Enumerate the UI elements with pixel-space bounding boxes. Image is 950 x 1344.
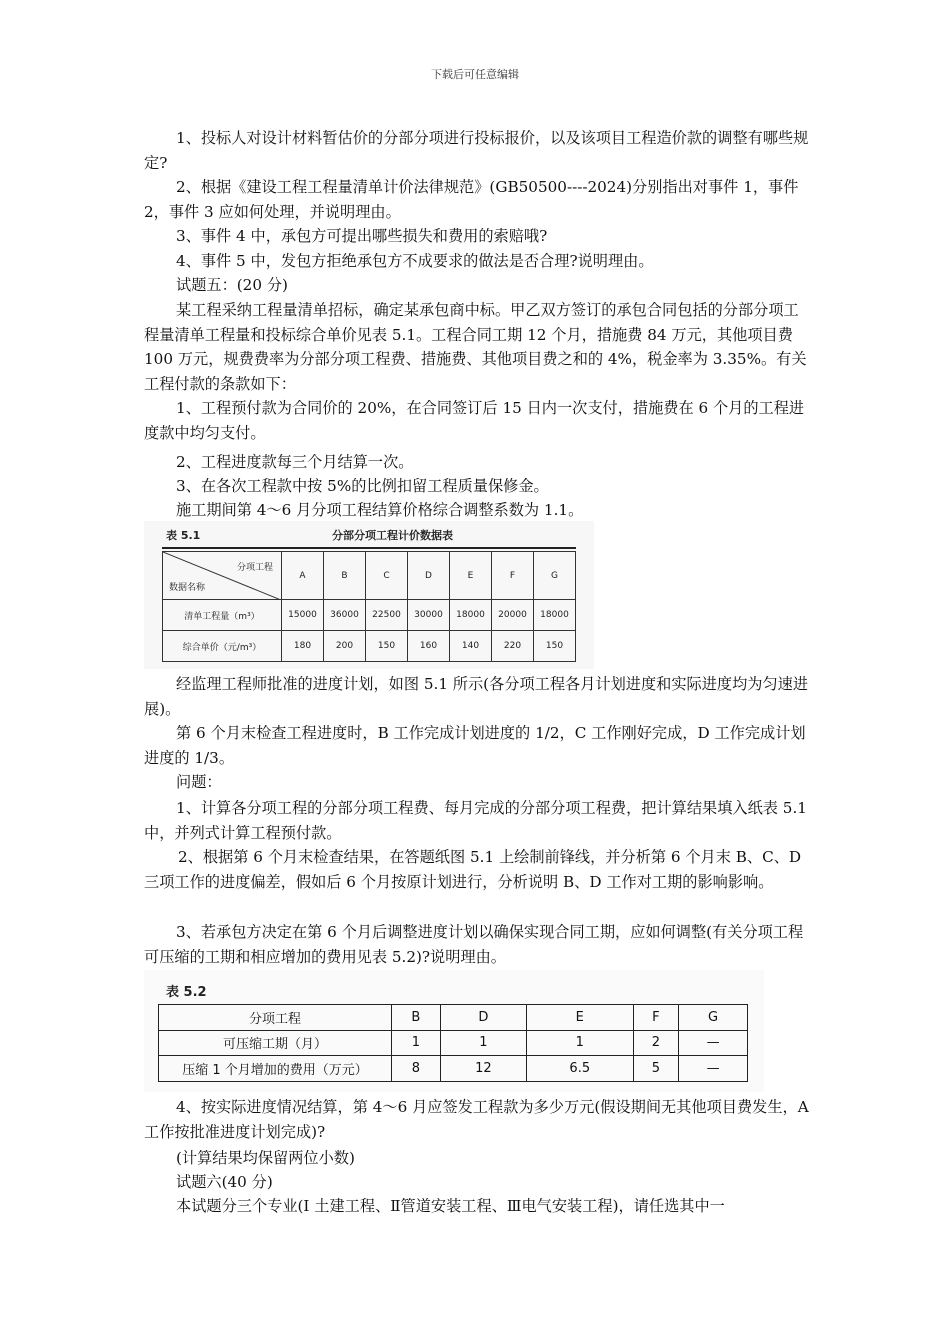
column-header: C	[366, 552, 408, 600]
row-header: 分项工程	[159, 1005, 392, 1031]
table-cell: 18000	[450, 600, 492, 631]
table-cell: 36000	[324, 600, 366, 631]
paragraph: 2、根据第 6 个月末检查结果，在答题纸图 5.1 上绘制前锋线，并分析第 6 个月末 B、C、D 三项工作的进度偏差，假如后 6 个月按原计划进行，分析说明 B、D 工作对工期的影响影响。	[144, 848, 802, 891]
table-cell: 5	[633, 1056, 679, 1082]
column-header: E	[450, 552, 492, 600]
paragraph: 施工期间第 4～6 月分项工程结算价格综合调整系数为 1.1。	[176, 501, 584, 519]
table-corner-cell	[163, 552, 282, 600]
column-header: E	[526, 1005, 633, 1031]
paragraph: 某工程采纳工程量清单招标，确定某承包商中标。甲乙双方签订的承包合同包括的分部分项工程量清单工程量和投标综合单价见表 5.1。工程合同工期 12 个月，措施费 84 万元，其他项目费 100 万元，规费费率为分部分项工程费、措施费、其他项目费之和的 4%，税金率为 3.35%。有关工程付款的条款如下：	[144, 301, 807, 393]
table-cell: —	[679, 1056, 748, 1082]
table-cell: 150	[366, 631, 408, 662]
table-cell: 150	[534, 631, 576, 662]
table-label: 表 5.1	[166, 529, 201, 542]
table-5-2-figure	[144, 970, 764, 1092]
table-rule	[162, 547, 576, 549]
table-cell: 160	[408, 631, 450, 662]
table-row	[163, 631, 576, 662]
table-5-2	[158, 1004, 748, 1082]
column-header: F	[633, 1005, 679, 1031]
paragraph: 3、事件 4 中，承包方可提出哪些损失和费用的索赔哦?	[176, 227, 548, 245]
corner-bottom-label: 数据名称	[169, 583, 206, 593]
column-header: F	[492, 552, 534, 600]
column-header: A	[282, 552, 324, 600]
column-header: B	[392, 1005, 441, 1031]
table-5-1-figure	[144, 521, 594, 669]
corner-top-label: 分项工程	[236, 563, 273, 573]
page-header: 下载后可任意编辑	[431, 68, 519, 81]
table-cell: 200	[324, 631, 366, 662]
paragraph: 3、若承包方决定在第 6 个月后调整进度计划以确保实现合同工期，应如何调整(有关分项工程可压缩的工期和相应增加的费用见表 5.2)?说明理由。	[144, 923, 804, 966]
table-cell: 180	[282, 631, 324, 662]
table-header-row	[159, 1005, 748, 1031]
row-header: 综合单价（元/m³）	[163, 631, 282, 662]
section-heading: 试题六(40 分)	[176, 1173, 273, 1191]
paragraph: 第 6 个月末检查工程进度时，B 工作完成计划进度的 1/2，C 工作刚好完成，D 工作完成计划进度的 1/3。	[144, 724, 806, 767]
column-header: G	[679, 1005, 748, 1031]
paragraph: 4、按实际进度情况结算，第 4～6 月应签发工程款为多少万元(假设期间无其他项目费发生，A 工作按批准进度计划完成)?	[144, 1098, 809, 1141]
paragraph: 1、工程预付款为合同价的 20%，在合同签订后 15 日内一次支付，措施费在 6 个月的工程进度款中均匀支付。	[144, 399, 805, 442]
table-cell: 1	[440, 1030, 526, 1056]
column-header: D	[440, 1005, 526, 1031]
table-row	[159, 1030, 748, 1056]
table-cell: 6.5	[526, 1056, 633, 1082]
paragraph: (计算结果均保留两位小数)	[176, 1149, 355, 1167]
paragraph: 本试题分三个专业(Ⅰ 土建工程、Ⅱ管道安装工程、Ⅲ电气安装工程)，请任选其中一	[176, 1197, 725, 1215]
table-cell: 22500	[366, 600, 408, 631]
paragraph: 经监理工程师批准的进度计划，如图 5.1 所示(各分项工程各月计划进度和实际进度均为匀速进展)。	[144, 675, 809, 718]
table-cell: —	[679, 1030, 748, 1056]
table-cell: 140	[450, 631, 492, 662]
paragraph: 3、在各次工程款中按 5%的比例扣留工程质量保修金。	[176, 477, 549, 495]
table-cell: 8	[392, 1056, 441, 1082]
table-5-1	[162, 551, 576, 662]
table-cell: 30000	[408, 600, 450, 631]
paragraph: 4、事件 5 中，发包方拒绝承包方不成要求的做法是否合理?说明理由。	[176, 252, 654, 270]
table-cell: 2	[633, 1030, 679, 1056]
paragraph: 1、投标人对设计材料暂估价的分部分项进行投标报价，以及该项目工程造价款的调整有哪些规定?	[144, 129, 809, 172]
table-cell: 1	[392, 1030, 441, 1056]
column-header: D	[408, 552, 450, 600]
table-title: 分部分项工程计价数据表	[332, 529, 453, 542]
table-cell: 12	[440, 1056, 526, 1082]
table-cell: 220	[492, 631, 534, 662]
paragraph: 问题：	[176, 773, 222, 791]
table-cell: 1	[526, 1030, 633, 1056]
table-row	[163, 600, 576, 631]
paragraph: 2、根据《建设工程工程量清单计价法律规范》(GB50500----2024)分别指出对事件 1，事件 2，事件 3 应如何处理，并说明理由。	[144, 178, 799, 221]
table-label: 表 5.2	[166, 985, 207, 1000]
section-heading: 试题五：(20 分)	[176, 276, 288, 294]
row-header: 压缩 1 个月增加的费用（万元）	[159, 1056, 392, 1082]
table-cell: 18000	[534, 600, 576, 631]
table-cell: 20000	[492, 600, 534, 631]
row-header: 清单工程量（m³）	[163, 600, 282, 631]
paragraph: 2、工程进度款每三个月结算一次。	[176, 453, 414, 471]
column-header: B	[324, 552, 366, 600]
table-row	[159, 1056, 748, 1082]
table-cell: 15000	[282, 600, 324, 631]
row-header: 可压缩工期（月）	[159, 1030, 392, 1056]
column-header: G	[534, 552, 576, 600]
paragraph: 1、计算各分项工程的分部分项工程费、每月完成的分部分项工程费，把计算结果填入纸表 5.1 中，并列式计算工程预付款。	[144, 799, 807, 842]
table-header-row	[163, 552, 576, 600]
